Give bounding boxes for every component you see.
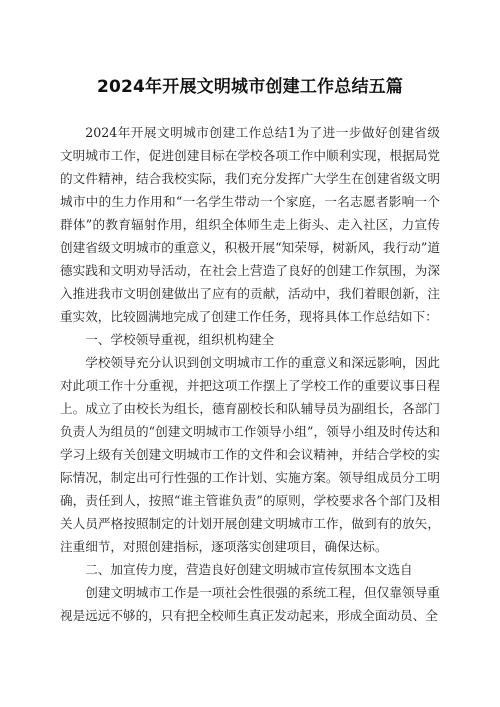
section-2-heading: 二、加宣传力度，营造良好创建文明城市宣传氛围本文选自 bbox=[85, 562, 413, 577]
document-title: 2024年开展文明城市创建工作总结五篇 bbox=[96, 77, 404, 98]
intro-paragraph: 2024年开展文明城市创建工作总结1为了进一步做好创建省级文明城市工作，促进创建目标在学校各项工作中顺利实现，根据局党的文件精神，结合我校实际，我们充分发挥广大学生在创建省级文明城市中的生力作用和“一名学生带动一个家庭，一名志愿者影响一个群体”的教育辐射作用，组织全体师生走上街头、走入社区，力宣传创建省级文明城市的重意义，积极开展“知荣辱，树新风，我行动”道德实践和文明劝导活动，在社会上营造了良好的创建工作氛围，为深入推进我市文明创建做出了应有的贡献，活动中，我们着眼创新，注重实效，比较圆满地完成了创建工作任务，现将具体工作总结如下： bbox=[60, 125, 440, 324]
section-1-heading: 一、学校领导重视，组织机构建全 bbox=[85, 332, 275, 347]
section-2-paragraph: 创建文明城市工作是一项社会性很强的系统工程，但仅靠领导重视是远远不够的，只有把全校师生真正发动起来，形成全面动员、全 bbox=[60, 585, 440, 623]
document-body bbox=[60, 121, 440, 627]
section-1-paragraph: 学校领导充分认识到创文明城市工作的重意义和深远影响，因此对此项工作十分重视，并把这项工作摆上了学校工作的重要议事日程上。成立了由校长为组长，德育副校长和队辅导员为副组长，各部门负责人为组员的“创建文明城市工作领导小组”，领导小组及时传达和学习上级有关创建文明城市工作的文件和会议精神，并结合学校的实际情况，制定出可行性强的工作计划、实施方案。领导组成员分工明确，责任到人，按照“谁主管谁负责”的原则，学校要求各个部门及相关人员严格按照制定的计划开展创建文明城市工作，做到有的放矢，注重细节，对照创建指标，逐项落实创建项目，确保达标。 bbox=[60, 355, 440, 554]
